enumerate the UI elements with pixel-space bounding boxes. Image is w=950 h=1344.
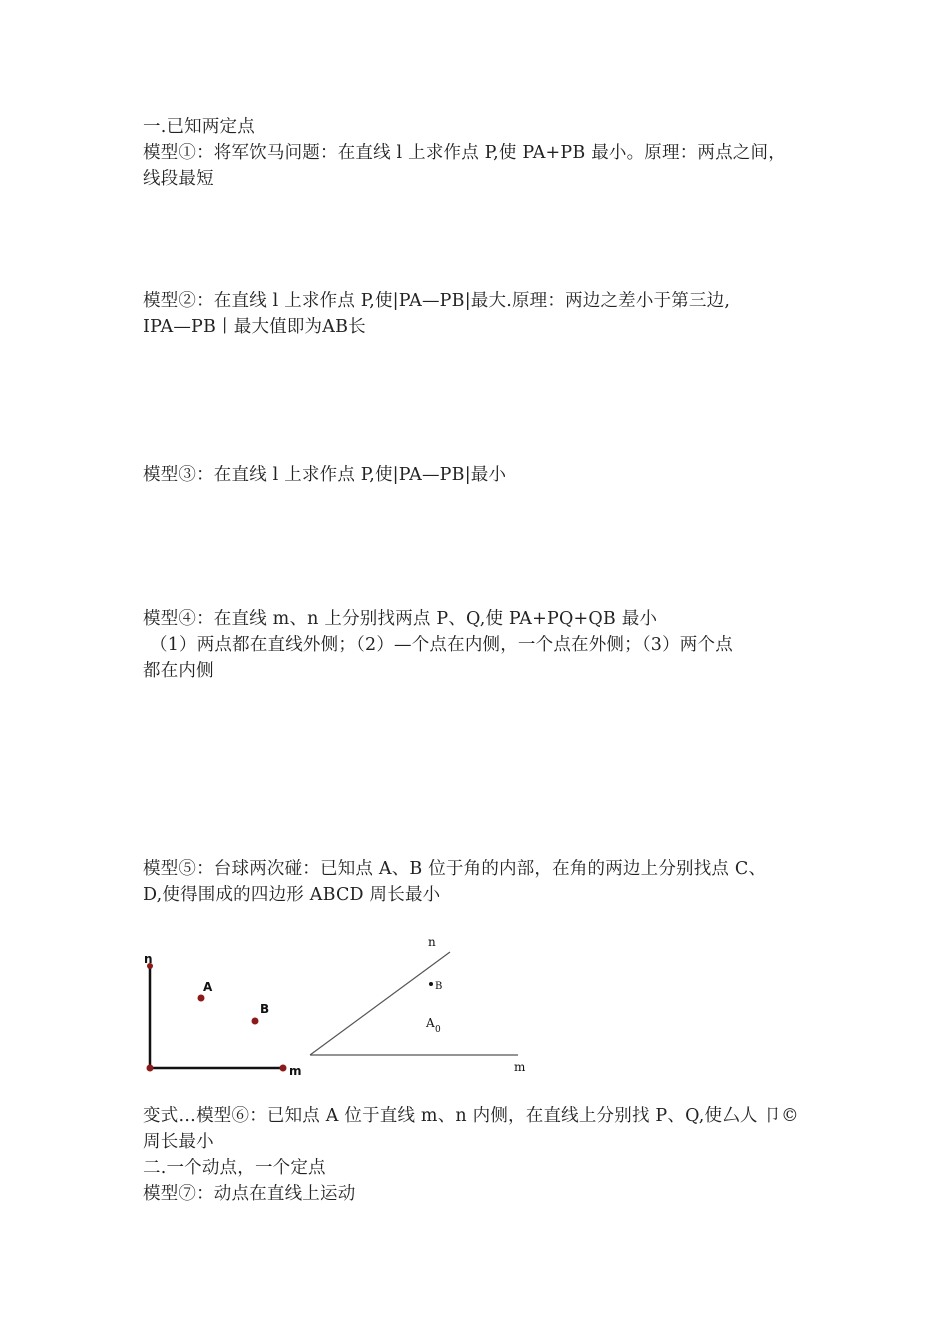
model2-line1: 模型②：在直线 l 上求作点 P,使|PA—PB|最大.原理：两边之差小于第三边, — [143, 291, 731, 311]
point-m-end — [280, 1065, 287, 1072]
model1-line1: 模型①：将军饮马问题：在直线 l 上求作点 P,使 PA+PB 最小。原理：两点之间， — [143, 143, 786, 163]
model6-line2: 周长最小 — [143, 1132, 214, 1152]
label-a: A — [426, 1016, 435, 1030]
point-b — [252, 1018, 259, 1025]
model2-line2: IPA—PB丨最大值即为AB长 — [143, 317, 366, 337]
point-b — [429, 982, 433, 986]
model4-line2: （1）两点都在直线外侧；（2）—个点在内侧，一个点在外侧；（3）两个点 — [150, 635, 733, 655]
model1-line2: 线段最短 — [143, 169, 214, 189]
point-a — [198, 995, 205, 1002]
figure-right-angle — [135, 948, 310, 1083]
line-n — [310, 952, 450, 1055]
label-n: n — [144, 952, 153, 966]
label-b: B — [435, 981, 443, 992]
section1-heading: 一.已知两定点 — [143, 117, 255, 137]
section2-heading: 二.一个动点，一个定点 — [143, 1158, 326, 1178]
label-a: A — [203, 980, 213, 994]
label-a-subscript: 0 — [435, 1025, 441, 1035]
vertex-point — [147, 1065, 154, 1072]
model3-line1: 模型③：在直线 l 上求作点 P,使|PA—PB|最小 — [143, 465, 507, 485]
model4-line3: 都在内侧 — [143, 661, 214, 681]
model5-line1: 模型⑤：台球两次碰：已知点 A、B 位于角的内部，在角的两边上分别找点 C、 — [143, 859, 767, 879]
model7-line1: 模型⑦：动点在直线上运动 — [143, 1184, 356, 1204]
label-b: B — [260, 1002, 270, 1016]
model5-line2: D,使得围成的四边形 ABCD 周长最小 — [143, 885, 441, 905]
model4-line1: 模型④：在直线 m、n 上分别找两点 P、Q,使 PA+PQ+QB 最小 — [143, 609, 658, 629]
label-n: n — [428, 935, 436, 949]
label-m: m — [289, 1064, 302, 1078]
label-m: m — [514, 1060, 526, 1074]
figure-acute-angle — [300, 932, 540, 1082]
model6-line1: 变式…模型⑥：已知点 A 位于直线 m、n 内侧，在直线上分别找 P、Q,使厶人 卩© — [143, 1106, 799, 1126]
